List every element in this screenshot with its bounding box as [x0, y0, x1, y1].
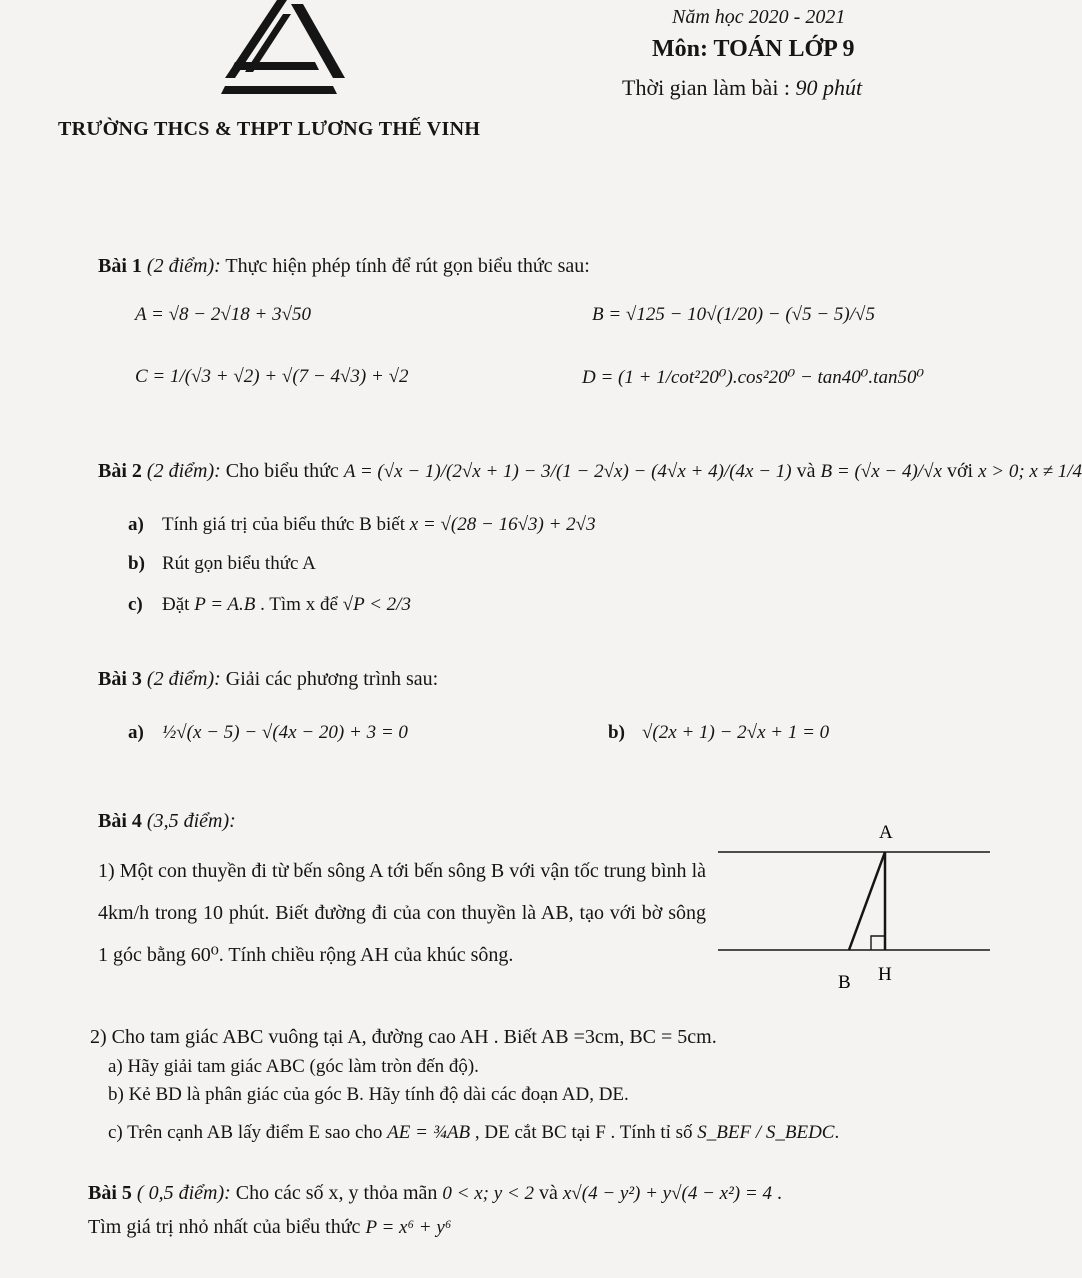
label-b: B — [838, 972, 851, 993]
exam-duration: Thời gian làm bài : 90 phút — [622, 75, 863, 100]
bai1-expr-c: C = 1/(√3 + √2) + √(7 − 4√3) + √2 — [135, 366, 409, 387]
right-angle-mark — [871, 936, 885, 950]
subject-title: Môn: TOÁN LỚP 9 — [652, 36, 855, 62]
bai3-heading: Bài 3 (2 điểm): Giải các phương trình sau: — [98, 668, 439, 690]
bai4-part2: 2) Cho tam giác ABC vuông tại A, đường cao AH . Biết AB =3cm, BC = 5cm. — [90, 1026, 717, 1048]
bai2-heading: Bài 2 (2 điểm): Cho biểu thức A = (√x − 1)/(2√x + 1) − 3/(1 − 2√x) − (4√x + 4)/(4x − 1) và B = (√x − 4)/√x với x > 0; x ≠ 1/4 — [98, 460, 1082, 482]
bai4-part2-c: c) Trên cạnh AB lấy điểm E sao cho AE = ¾AB , DE cắt BC tại F . Tính tỉ số S_BEF / S_BEDC. — [108, 1122, 840, 1143]
label-h: H — [878, 964, 892, 985]
river-figure — [718, 818, 990, 998]
bai3-part-a: a) ½√(x − 5) − √(4x − 20) + 3 = 0 — [128, 722, 408, 743]
school-year: Năm học 2020 - 2021 — [672, 6, 846, 28]
bai5-line2: Tìm giá trị nhỏ nhất của biểu thức P = x⁶ + y⁶ — [88, 1216, 452, 1238]
school-name: TRƯỜNG THCS & THPT LƯƠNG THẾ VINH — [58, 118, 481, 140]
bai2-part-c: c) Đặt P = A.B . Tìm x để √P < 2/3 — [128, 594, 411, 615]
segment-ab — [849, 852, 885, 950]
bai5-heading: Bài 5 ( 0,5 điểm): Cho các số x, y thỏa mãn 0 < x; y < 2 và x√(4 − y²) + y√(4 − x²) = 4 . — [88, 1182, 782, 1204]
school-logo — [215, 0, 345, 95]
bai4-heading: Bài 4 (3,5 điểm): — [98, 810, 236, 832]
bai2-part-a: a) Tính giá trị của biểu thức B biết x = √(28 − 16√3) + 2√3 — [128, 514, 596, 535]
bai4-part2-b: b) Kẻ BD là phân giác của góc B. Hãy tính độ dài các đoạn AD, DE. — [108, 1084, 629, 1105]
bai1-expr-d: D = (1 + 1/cot²20⁰).cos²20⁰ − tan40⁰.tan50⁰ — [582, 367, 925, 388]
bai1-heading: Bài 1 (2 điểm): Thực hiện phép tính để rút gọn biểu thức sau: — [98, 255, 590, 277]
bai4-part1: 1) Một con thuyền đi từ bến sông A tới bến sông B với vận tốc trung bình là 4km/h trong 10 phút. Biết đường đi của con thuyền là AB, tạo với bờ sông 1 góc bằng 60⁰. Tính chiều rộng AH của khúc sông. — [98, 860, 706, 966]
label-a: A — [879, 822, 893, 843]
bai2-part-b: b) Rút gọn biểu thức A — [128, 553, 316, 574]
bai4-part2-a: a) Hãy giải tam giác ABC (góc làm tròn đến độ). — [108, 1056, 479, 1077]
bai3-part-b: b) √(2x + 1) − 2√x + 1 = 0 — [608, 722, 830, 743]
bai1-expr-b: B = √125 − 10√(1/20) − (√5 − 5)/√5 — [592, 304, 875, 325]
bai1-expr-a: A = √8 − 2√18 + 3√50 — [135, 304, 312, 325]
